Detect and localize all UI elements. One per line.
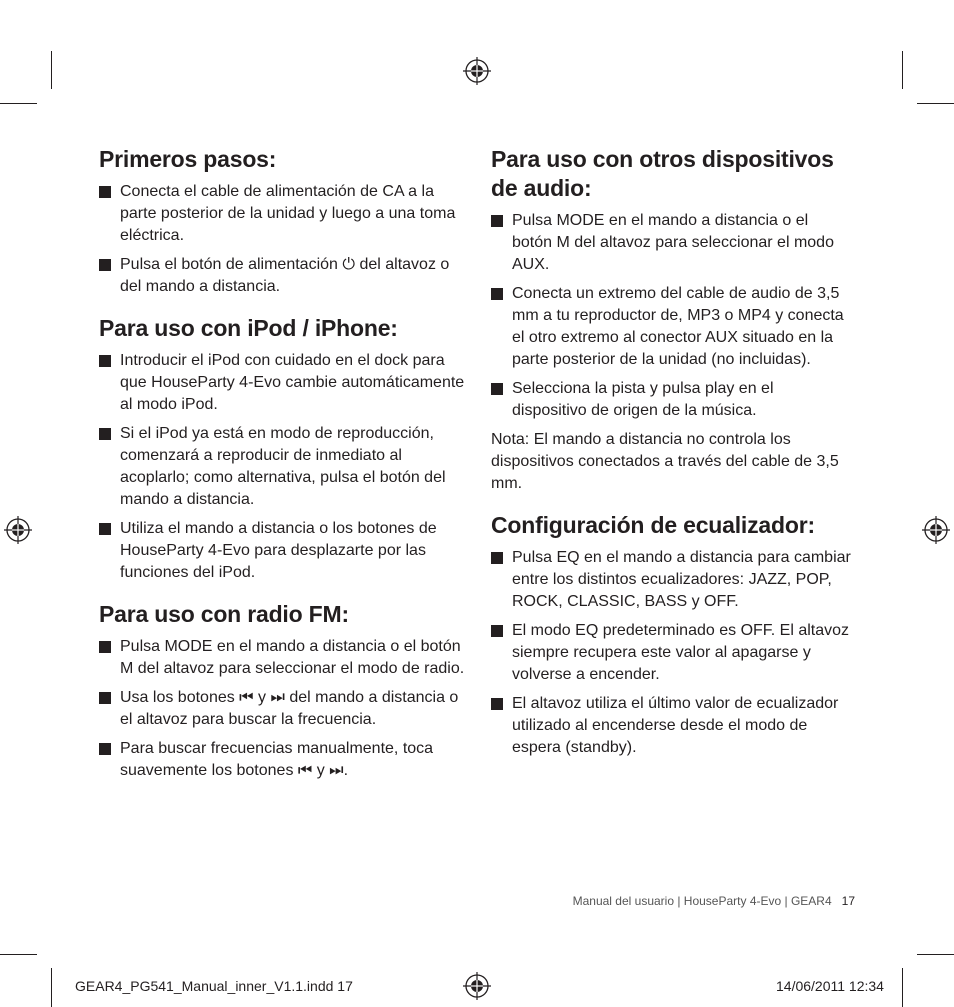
list-item: Pulsa el botón de alimentación ⏻ del altavoz o del mando a distancia. [99,254,469,298]
section-title: Para uso con otros dispositivos de audio: [491,146,834,201]
section-getting-started [99,145,469,298]
slug-filename: GEAR4_PG541_Manual_inner_V1.1.indd 17 [75,978,353,994]
list-item: Pulsa MODE en el mando a distancia o el botón M del altavoz para seleccionar el modo AUX. [491,210,851,276]
list-item: Usa los botones ⏮ y ⏭ del mando a distancia o el altavoz para buscar la frecuencia. [99,687,469,731]
list-item: Utiliza el mando a distancia o los botones de HouseParty 4-Evo para desplazarte por las funciones del iPod. [99,518,469,584]
bullet-list [491,547,851,759]
list-item: El modo EQ predeterminado es OFF. El altavoz siempre recupera este valor al apagarse y volverse a encender. [491,620,851,686]
section-fm [99,600,469,782]
crop-mark-icon [902,968,903,1007]
section-title: Primeros pasos: [99,146,277,172]
list-item: Conecta el cable de alimentación de CA a la parte posterior de la unidad y luego a una toma eléctrica. [99,181,469,247]
left-column [99,145,469,798]
list-item: Pulsa EQ en el mando a distancia para cambiar entre los distintos ecualizadores: JAZZ, POP, ROCK, CLASSIC, BASS y OFF. [491,547,851,613]
section-title: Configuración de ecualizador: [491,512,815,538]
list-item: Para buscar frecuencias manualmente, toca suavemente los botones ⏮ y ⏭. [99,738,469,782]
registration-mark-icon [922,516,950,544]
crop-mark-icon [51,968,52,1007]
registration-mark-icon [463,972,491,1000]
section-aux [491,145,851,495]
crop-mark-icon [0,103,37,104]
crop-mark-icon [902,51,903,89]
list-item: El altavoz utiliza el último valor de ecualizador utilizado al encenderse desde el modo de espera (standby). [491,693,851,759]
crop-mark-icon [51,51,52,89]
bullet-list [99,350,469,584]
page-footer [573,894,855,908]
section-eq [491,511,851,759]
crop-mark-icon [0,954,37,955]
registration-mark-icon [4,516,32,544]
crop-mark-icon [917,103,954,104]
section-title: Para uso con iPod / iPhone: [99,315,398,341]
running-footer-text: Manual del usuario | HouseParty 4-Evo | GEAR4 [572,894,832,908]
bullet-list [99,181,469,298]
bullet-list [99,636,469,782]
list-item: Si el iPod ya está en modo de reproducción, comenzará a reproducir de inmediato al acoplarlo; como alternativa, pulsa el botón del mando a distancia. [99,423,469,511]
list-item: Conecta un extremo del cable de audio de 3,5 mm a tu reproductor de, MP3 o MP4 y conecta el otro extremo al conector AUX situado en la parte posterior de la unidad (no incluidas). [491,283,851,371]
slug-date: 14/06/2011 12:34 [776,978,884,994]
bullet-list [491,210,851,422]
section-title: Para uso con radio FM: [99,601,349,627]
crop-mark-icon [917,954,954,955]
right-column [491,145,851,775]
note-text: Nota: El mando a distancia no controla los dispositivos conectados a través del cable de 3,5 mm. [491,431,839,492]
registration-mark-icon [463,57,491,85]
list-item: Pulsa MODE en el mando a distancia o el botón M del altavoz para seleccionar el modo de radio. [99,636,469,680]
list-item: Introducir el iPod con cuidado en el dock para que HouseParty 4-Evo cambie automáticamente al modo iPod. [99,350,469,416]
section-ipod [99,314,469,584]
list-item: Selecciona la pista y pulsa play en el dispositivo de origen de la música. [491,378,851,422]
page-number: 17 [841,894,855,908]
